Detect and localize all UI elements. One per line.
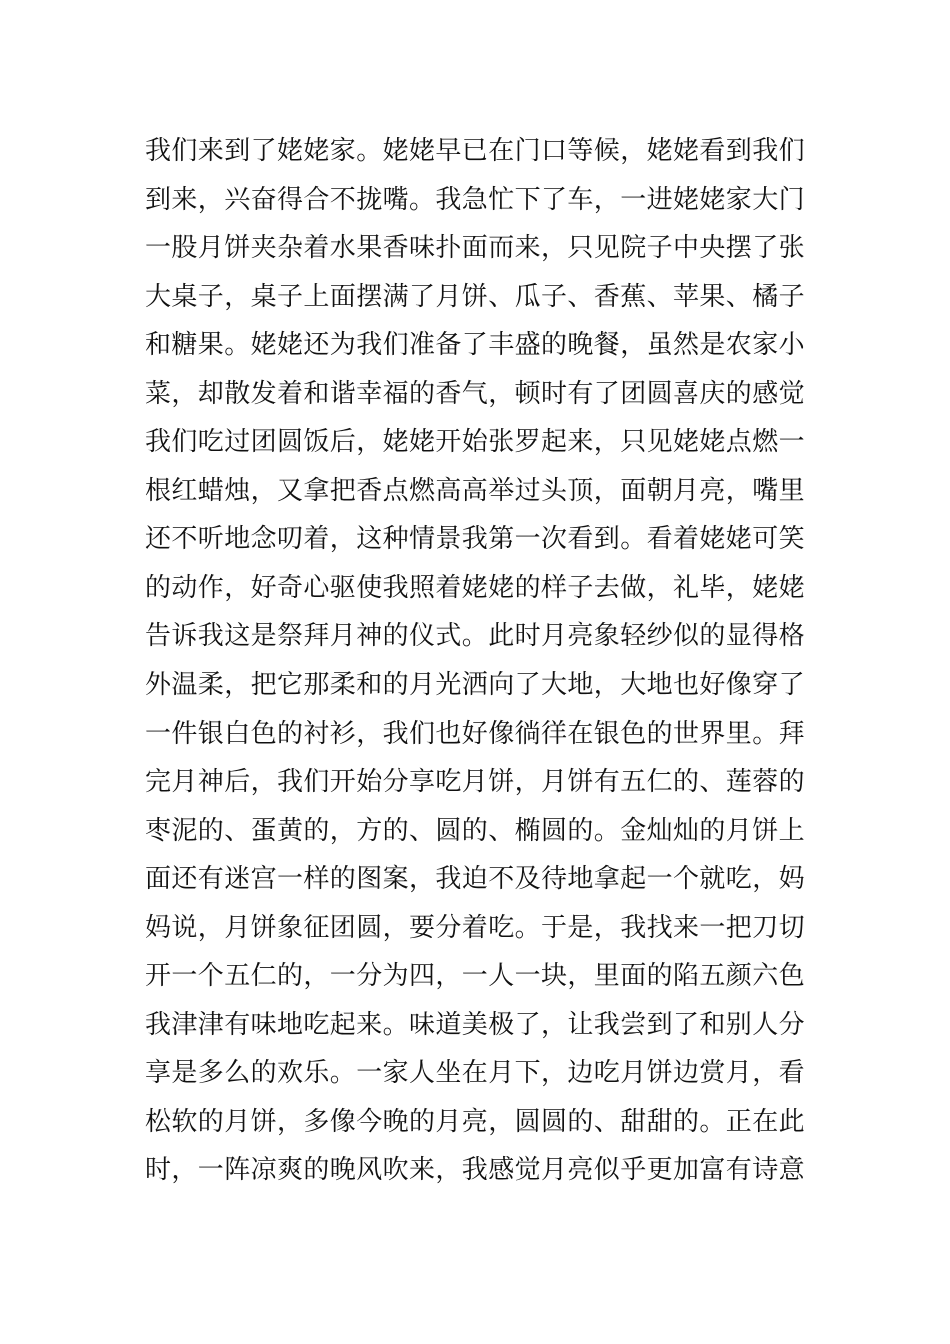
text-line: 松软的月饼，多像今晚的月亮，圆圆的、甜甜的。正在此 [145,1106,806,1137]
text-line: 大桌子，桌子上面摆满了月饼、瓜子、香蕉、苹果、橘子 [145,281,806,312]
text-line: 根红蜡烛，又拿把香点燃高高举过头顶，面朝月亮，嘴里 [145,475,806,506]
text-line: 妈说，月饼象征团圆，要分着吃。于是，我找来一把刀切 [145,912,806,943]
text-line: 到来，兴奋得合不拢嘴。我急忙下了车，一进姥姥家大门 [145,184,806,215]
text-line: 完月神后，我们开始分享吃月饼，月饼有五仁的、莲蓉的 [145,767,806,798]
text-line: 枣泥的、蛋黄的，方的、圆的、椭圆的。金灿灿的月饼上 [145,815,806,846]
text-line: 还不听地念叨着，这种情景我第一次看到。看着姥姥可笑 [145,524,806,555]
body-text [145,127,815,1195]
text-line: 告诉我这是祭拜月神的仪式。此时月亮象轻纱似的显得格 [145,621,806,652]
text-line: 一件银白色的衬衫，我们也好像徜徉在银色的世界里。拜 [145,718,806,749]
text-line: 和糖果。姥姥还为我们准备了丰盛的晚餐，虽然是农家小 [145,330,806,361]
text-line: 享是多么的欢乐。一家人坐在月下，边吃月饼边赏月，看 [145,1058,806,1089]
text-line: 开一个五仁的，一分为四，一人一块，里面的陷五颜六色 [145,961,806,992]
text-line: 时，一阵凉爽的晚风吹来，我感觉月亮似乎更加富有诗意 [145,1155,806,1186]
text-line: 我津津有味地吃起来。味道美极了，让我尝到了和别人分 [145,1009,806,1040]
text-line: 我们来到了姥姥家。姥姥早已在门口等候，姥姥看到我们 [145,136,806,166]
text-line: 我们吃过团圆饭后，姥姥开始张罗起来，只见姥姥点燃一 [145,427,806,458]
text-line: 的动作，好奇心驱使我照着姥姥的样子去做，礼毕，姥姥 [145,572,806,603]
text-line: 面还有迷宫一样的图案，我迫不及待地拿起一个就吃，妈 [145,864,806,895]
text-line: 一股月饼夹杂着水果香味扑面而来，只见院子中央摆了张 [145,233,806,264]
text-line: 菜，却散发着和谐幸福的香气，顿时有了团圆喜庆的感觉 [145,378,806,409]
text-line: 外温柔，把它那柔和的月光洒向了大地，大地也好像穿了 [145,670,806,701]
